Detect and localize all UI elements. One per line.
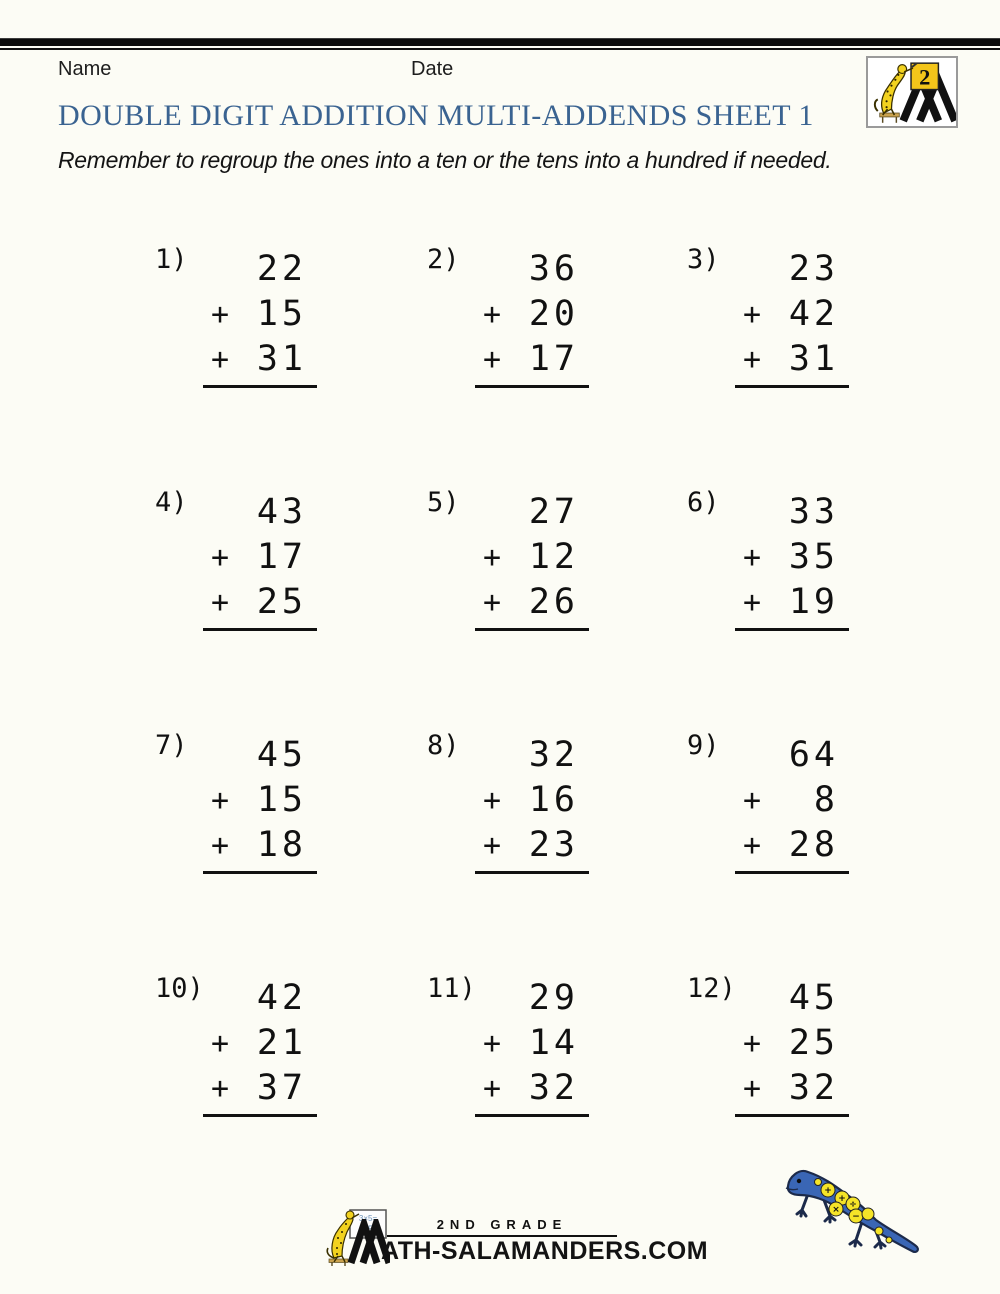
addend-row	[733, 823, 851, 868]
problem-1	[155, 244, 327, 396]
addend: 37	[256, 1068, 307, 1108]
problem-7	[155, 730, 327, 882]
plus-sign: +	[483, 828, 502, 863]
plus-sign: +	[483, 585, 502, 620]
addition-stack	[201, 733, 319, 874]
instruction-text: Remember to regroup the ones into a ten or the tens into a hundred if needed.	[58, 147, 832, 173]
addend: 31	[788, 339, 839, 379]
addend: 22	[256, 249, 307, 289]
answer-line	[203, 871, 317, 874]
addition-stack	[733, 976, 851, 1117]
problem-number: 2)	[427, 244, 460, 275]
problem-number: 7)	[155, 730, 188, 761]
addend-row	[733, 1066, 851, 1111]
addend-row	[473, 823, 591, 868]
addend: 32	[788, 1068, 839, 1108]
addend: 42	[256, 978, 307, 1018]
plus-sign: +	[483, 342, 502, 377]
plus-sign: +	[743, 342, 762, 377]
addend: 32	[528, 735, 579, 775]
addend-row	[201, 490, 319, 535]
addition-stack	[733, 733, 851, 874]
svg-text:×: ×	[832, 1205, 840, 1215]
addend: 20	[528, 294, 579, 334]
addend: 19	[788, 582, 839, 622]
problem-11	[427, 973, 599, 1125]
problem-number: 9)	[687, 730, 720, 761]
answer-line	[203, 628, 317, 631]
addend-row	[201, 823, 319, 868]
addend: 23	[788, 249, 839, 289]
problem-number: 4)	[155, 487, 188, 518]
answer-line	[735, 385, 849, 388]
problem-5	[427, 487, 599, 639]
addend: 33	[788, 492, 839, 532]
problem-8	[427, 730, 599, 882]
addend-row	[473, 247, 591, 292]
addend-row	[733, 778, 851, 823]
svg-text:−: −	[852, 1212, 860, 1222]
problem-10	[155, 973, 327, 1125]
addend-row	[733, 292, 851, 337]
plus-sign: +	[211, 297, 230, 332]
blue-salamander-icon	[778, 1150, 948, 1265]
footer-site-text: ATH-SALAMANDERS.COM	[381, 1237, 709, 1265]
plus-sign: +	[483, 1026, 502, 1061]
addend-row	[201, 247, 319, 292]
addition-stack	[473, 247, 591, 388]
addend-row	[733, 535, 851, 580]
addition-stack	[473, 733, 591, 874]
svg-text:÷: ÷	[849, 1200, 857, 1210]
addend: 16	[528, 780, 579, 820]
addend: 21	[256, 1023, 307, 1063]
addend-row	[733, 1021, 851, 1066]
addend: 64	[788, 735, 839, 775]
addend-row	[473, 337, 591, 382]
logo-grade-number: 2	[919, 64, 931, 90]
addend-row	[473, 490, 591, 535]
addition-stack	[733, 490, 851, 631]
plus-sign: +	[743, 540, 762, 575]
addend: 17	[528, 339, 579, 379]
answer-line	[475, 1114, 589, 1117]
addend: 31	[256, 339, 307, 379]
board-equation: 3×5=	[358, 1214, 378, 1223]
plus-sign: +	[211, 342, 230, 377]
salamander-grade-logo-icon	[868, 58, 956, 126]
addend-row	[733, 733, 851, 778]
addend-row	[473, 778, 591, 823]
addend: 36	[528, 249, 579, 289]
addend-row	[201, 1066, 319, 1111]
addend: 26	[528, 582, 579, 622]
addend-row	[201, 292, 319, 337]
problem-9	[687, 730, 859, 882]
plus-sign: +	[483, 297, 502, 332]
answer-line	[735, 871, 849, 874]
addition-stack	[201, 976, 319, 1117]
addend-row	[733, 337, 851, 382]
addend: 12	[528, 537, 579, 577]
problem-2	[427, 244, 599, 396]
addition-stack	[201, 247, 319, 388]
problem-number: 12)	[687, 973, 736, 1004]
plus-sign: +	[743, 1071, 762, 1106]
plus-sign: +	[211, 540, 230, 575]
addend: 42	[788, 294, 839, 334]
answer-line	[475, 871, 589, 874]
plus-sign: +	[211, 1071, 230, 1106]
addend-row	[201, 535, 319, 580]
addend-row	[201, 580, 319, 625]
addend: 18	[256, 825, 307, 865]
answer-line	[735, 1114, 849, 1117]
page-title: DOUBLE DIGIT ADDITION MULTI-ADDENDS SHEET 1	[58, 99, 814, 132]
addend: 45	[788, 978, 839, 1018]
name-label: Name	[58, 58, 112, 80]
problem-number: 10)	[155, 973, 204, 1004]
blue-salamander-mascot	[778, 1150, 948, 1270]
addend-row	[733, 247, 851, 292]
addend-row	[201, 778, 319, 823]
addend-row	[201, 337, 319, 382]
addend: 23	[528, 825, 579, 865]
addend: 14	[528, 1023, 579, 1063]
addend: 17	[256, 537, 307, 577]
plus-sign: +	[211, 585, 230, 620]
date-label: Date	[411, 58, 454, 80]
answer-line	[203, 385, 317, 388]
addend: 32	[528, 1068, 579, 1108]
problem-3	[687, 244, 859, 396]
problem-number: 11)	[427, 973, 476, 1004]
addend: 27	[528, 492, 579, 532]
addend-row	[473, 1021, 591, 1066]
answer-line	[475, 628, 589, 631]
addend-row	[201, 976, 319, 1021]
plus-sign: +	[743, 1026, 762, 1061]
addend-row	[733, 490, 851, 535]
addend: 35	[788, 537, 839, 577]
plus-sign: +	[743, 585, 762, 620]
addition-stack	[473, 490, 591, 631]
answer-line	[475, 385, 589, 388]
addend-row	[201, 733, 319, 778]
addend-row	[473, 580, 591, 625]
footer-grade-text: 2ND GRADE	[387, 1217, 617, 1237]
plus-sign: +	[483, 1071, 502, 1106]
addend: 45	[256, 735, 307, 775]
math-salamanders-logo	[866, 56, 958, 128]
problem-number: 6)	[687, 487, 720, 518]
addend-row	[473, 535, 591, 580]
problem-number: 1)	[155, 244, 188, 275]
problem-12	[687, 973, 859, 1125]
addend-row	[733, 976, 851, 1021]
addend: 25	[788, 1023, 839, 1063]
addend: 29	[528, 978, 579, 1018]
answer-line	[735, 628, 849, 631]
addend-row	[473, 292, 591, 337]
addition-stack	[201, 490, 319, 631]
answer-line	[203, 1114, 317, 1117]
addend: 43	[256, 492, 307, 532]
problem-number: 3)	[687, 244, 720, 275]
addition-stack	[473, 976, 591, 1117]
plus-sign: +	[211, 828, 230, 863]
addend: 15	[256, 294, 307, 334]
addend: 25	[256, 582, 307, 622]
board-result: 15	[362, 1224, 374, 1234]
addend: 8	[813, 780, 839, 820]
addend: 28	[788, 825, 839, 865]
svg-text:+: +	[824, 1186, 832, 1196]
addend-row	[473, 1066, 591, 1111]
plus-sign: +	[211, 1026, 230, 1061]
plus-sign: +	[743, 828, 762, 863]
plus-sign: +	[211, 783, 230, 818]
plus-sign: +	[483, 540, 502, 575]
problem-4	[155, 487, 327, 639]
addend-row	[201, 1021, 319, 1066]
plus-sign: +	[483, 783, 502, 818]
top-rule-divider	[0, 38, 1000, 51]
addend-row	[473, 976, 591, 1021]
addend: 15	[256, 780, 307, 820]
addition-stack	[733, 247, 851, 388]
plus-sign: +	[743, 783, 762, 818]
addend-row	[733, 580, 851, 625]
problem-6	[687, 487, 859, 639]
problem-number: 8)	[427, 730, 460, 761]
addend-row	[473, 733, 591, 778]
problem-number: 5)	[427, 487, 460, 518]
svg-text:+: +	[838, 1194, 846, 1204]
plus-sign: +	[743, 297, 762, 332]
